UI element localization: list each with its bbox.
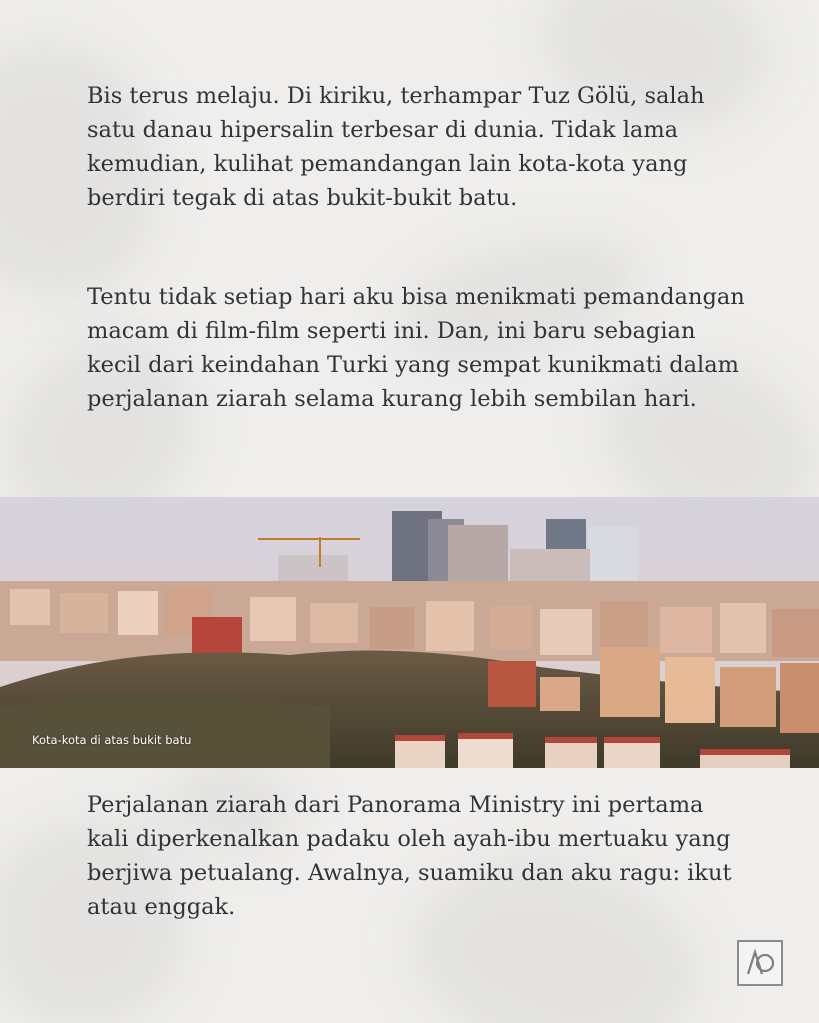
ao-logo-mark xyxy=(743,946,777,980)
paragraph-1: Bis terus melaju. Di kiriku, terhampar Tuz Gölü, salah satu danau hipersalin terbesar di dunia. Tidak lama kemudian, kulihat pemandangan lain kota-kota yang berdiri tegak di atas bukit-bukit batu. xyxy=(87,83,705,211)
photo-caption: Kota-kota di atas bukit batu xyxy=(32,733,192,747)
ao-monogram-icon xyxy=(737,940,783,986)
paragraph-3: Perjalanan ziarah dari Panorama Ministry ini pertama kali diperkenalkan padaku oleh ayah-ibu mertuaku yang berjiwa petualang. Awalnya, suamiku dan aku ragu: ikut atau enggak. xyxy=(87,792,732,920)
paragraph-2: Tentu tidak setiap hari aku bisa menikmati pemandangan macam di film-film seperti ini. Dan, ini baru sebagian kecil dari keindahan Turki yang sempat kunikmati dalam perjalanan ziarah selama kurang lebih sembilan hari. xyxy=(87,284,745,412)
city-photo-illustration xyxy=(0,497,819,768)
city-photo xyxy=(0,497,819,768)
